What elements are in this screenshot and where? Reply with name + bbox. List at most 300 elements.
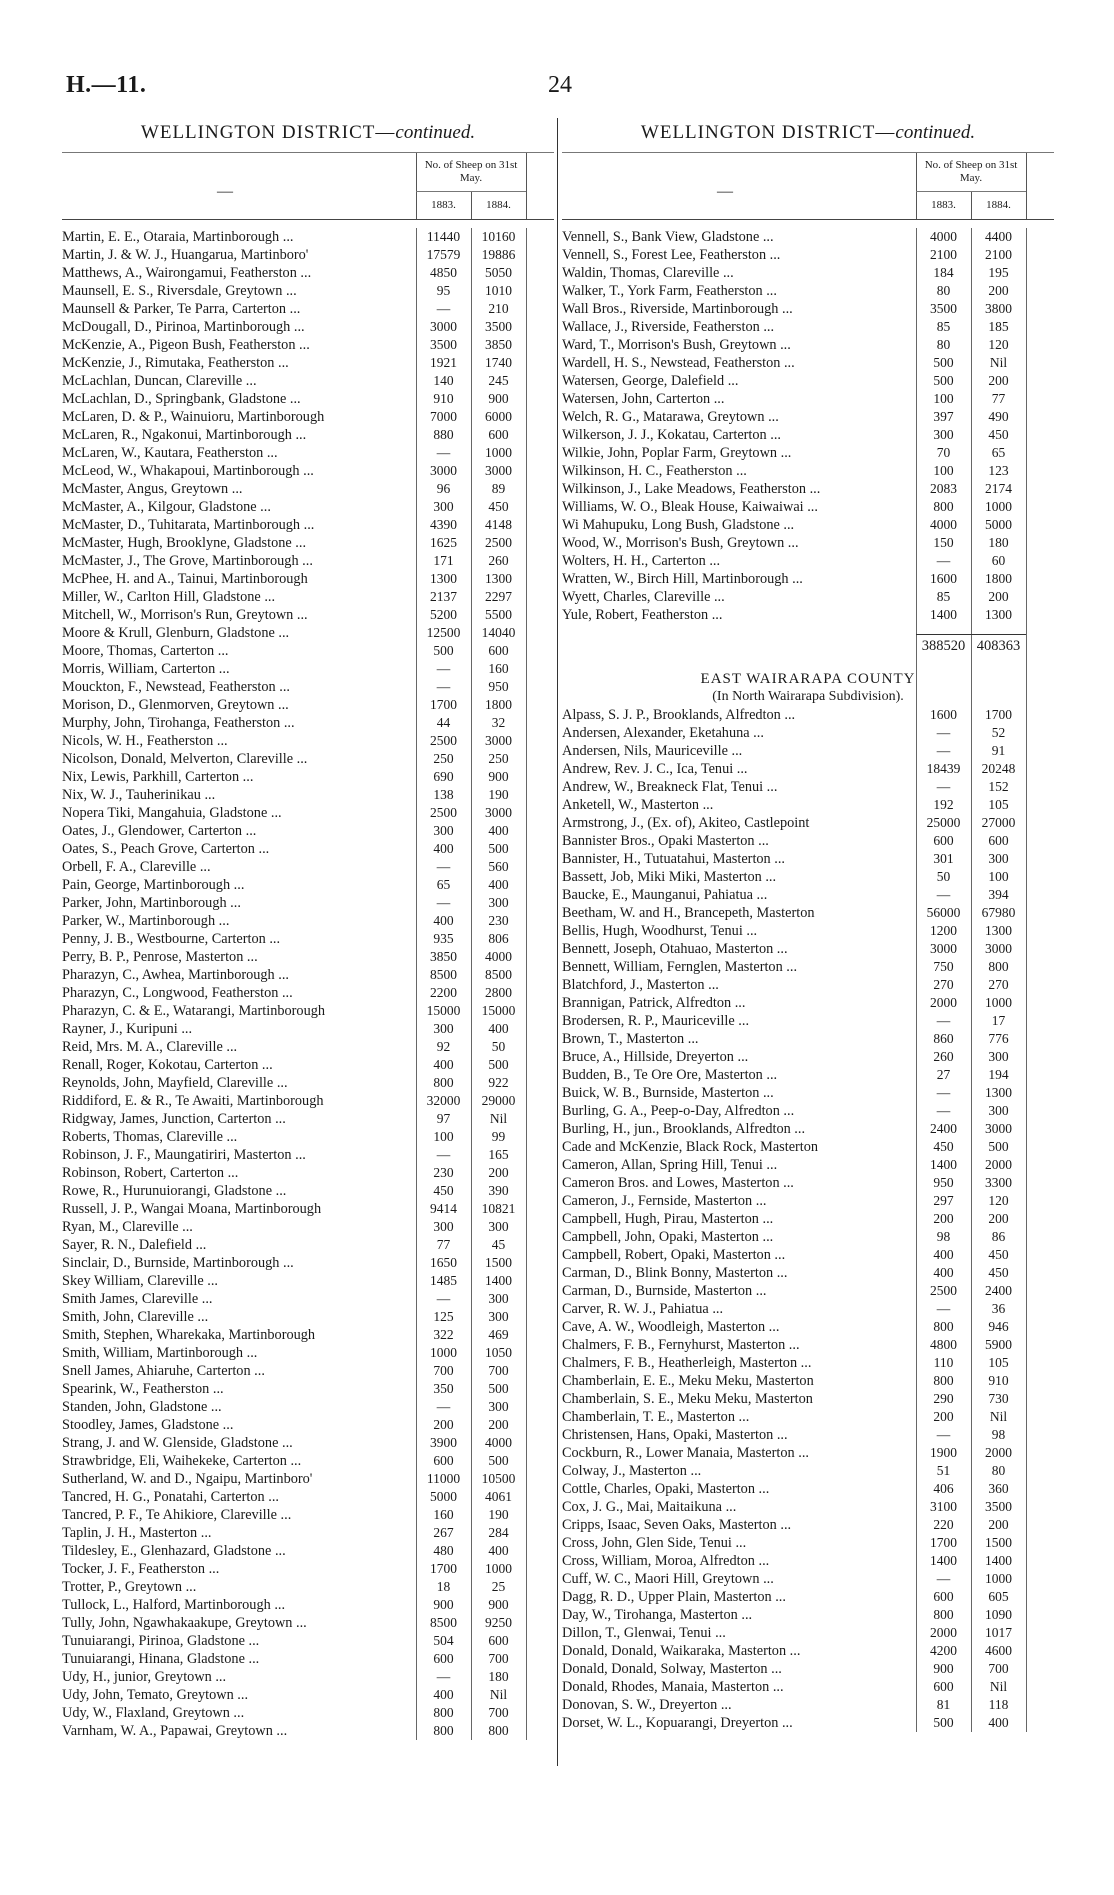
column-divider	[557, 118, 558, 1766]
sheep-1883: 500	[933, 373, 954, 388]
sheep-1883: 1400	[930, 607, 957, 622]
sheep-1883: 504	[433, 1633, 454, 1648]
owner-name: McPhee, H. and A., Tainui, Martinborough	[62, 571, 308, 587]
owner-name: Udy, H., junior, Greytown ...	[62, 1669, 227, 1685]
sheep-1883: 800	[933, 1373, 954, 1388]
table-row	[562, 444, 1054, 462]
sheep-1883: 500	[933, 355, 954, 370]
table-row	[562, 1480, 1054, 1498]
table-row	[62, 1452, 554, 1470]
owner-name: Vennell, S., Bank View, Gladstone ...	[562, 229, 774, 245]
sheep-1883: —	[436, 679, 451, 694]
owner-name: Martin, J. & W. J., Huangarua, Martinboro'	[62, 247, 309, 263]
table-row	[562, 1174, 1054, 1192]
sheep-1884: 230	[488, 913, 509, 928]
sheep-1884: 450	[488, 499, 509, 514]
sheep-1883: 935	[433, 931, 454, 946]
sheep-1884: 300	[988, 851, 1009, 866]
owner-name: Burling, G. A., Peep-o-Day, Alfredton ...	[562, 1103, 795, 1119]
table-row	[562, 1534, 1054, 1552]
sheep-1883: 100	[933, 391, 954, 406]
sheep-1884: 120	[988, 1193, 1009, 1208]
sheep-1883: 1200	[930, 923, 957, 938]
right-column-title	[562, 118, 1054, 148]
sheep-1883: 1300	[430, 571, 457, 586]
sheep-1883: 1921	[430, 355, 457, 370]
table-row	[62, 984, 554, 1002]
sheep-1884: 185	[988, 319, 1009, 334]
sheep-1884: 200	[988, 1211, 1009, 1226]
sheep-1883: 11000	[426, 1471, 461, 1486]
sheep-1884: 3000	[485, 463, 512, 478]
table-row	[62, 1020, 554, 1038]
sheep-1883: 4000	[930, 517, 957, 532]
owner-name: Anketell, W., Masterton ...	[562, 797, 714, 813]
left-column-title	[62, 118, 554, 148]
owner-name: Nicols, W. H., Featherston ...	[62, 733, 228, 749]
sheep-1883: 400	[433, 913, 454, 928]
sheep-1884: 300	[988, 1103, 1009, 1118]
owner-name: Udy, John, Temato, Greytown ...	[62, 1687, 249, 1703]
sheep-1883: 800	[433, 1705, 454, 1720]
table-row	[62, 336, 554, 354]
sheep-1883: 350	[433, 1381, 454, 1396]
east-wairarapa-rows	[562, 706, 1054, 1732]
owner-name: Parker, John, Martinborough ...	[62, 895, 241, 911]
table-row	[562, 1516, 1054, 1534]
sheep-1884: 200	[988, 373, 1009, 388]
sheep-1883: 600	[433, 1453, 454, 1468]
sheep-1884: 4600	[985, 1643, 1012, 1658]
owner-name: Maunsell & Parker, Te Parra, Carterton ...	[62, 301, 301, 317]
sheep-1883: 56000	[926, 905, 961, 920]
owner-name: Watersen, George, Dalefield ...	[562, 373, 739, 389]
owner-name: McDougall, D., Pirinoa, Martinborough ...	[62, 319, 305, 335]
sheep-1884: 105	[988, 1355, 1009, 1370]
sheep-1883: 2137	[430, 589, 457, 604]
table-row	[62, 1488, 554, 1506]
table-row	[62, 1650, 554, 1668]
table-row	[62, 624, 554, 642]
left-title-text: WELLINGTON DISTRICT—	[140, 122, 396, 143]
sheep-1884: 450	[988, 427, 1009, 442]
sheep-1884: 105	[988, 797, 1009, 812]
sheep-1884: 300	[988, 1049, 1009, 1064]
table-row	[62, 1074, 554, 1092]
sheep-1884: 1500	[985, 1535, 1012, 1550]
sheep-1883: 4000	[930, 229, 957, 244]
table-row	[562, 1624, 1054, 1642]
table-row	[562, 606, 1054, 624]
owner-name: McMaster, D., Tuhitarata, Martinborough ...	[62, 517, 315, 533]
sheep-1884: 180	[988, 535, 1009, 550]
sheep-1884: 700	[988, 1661, 1009, 1676]
table-row	[562, 1138, 1054, 1156]
sheep-1883: 200	[433, 1417, 454, 1432]
sheep-1883: 300	[433, 499, 454, 514]
table-row	[62, 516, 554, 534]
sheep-1883: 7000	[430, 409, 457, 424]
sheep-1884: 1000	[485, 445, 512, 460]
sheep-1884: 3000	[985, 941, 1012, 956]
owner-name: Cross, John, Glen Side, Tenui ...	[562, 1535, 747, 1551]
owner-name: Cox, J. G., Mai, Maitaikuna ...	[562, 1499, 737, 1515]
sheep-1884: 5900	[985, 1337, 1012, 1352]
owner-name: Nopera Tiki, Mangahuia, Gladstone ...	[62, 805, 282, 821]
sheep-1884: 400	[488, 1543, 509, 1558]
sheep-1884: 200	[988, 283, 1009, 298]
left-title-suffix: continued.	[395, 122, 476, 143]
table-row	[62, 1002, 554, 1020]
table-row	[62, 948, 554, 966]
owner-name: Williams, W. O., Bleak House, Kaiwaiwai ...	[562, 499, 818, 515]
sheep-1883: 3000	[430, 463, 457, 478]
owner-name: Andrew, Rev. J. C., Ica, Tenui ...	[562, 761, 748, 777]
sheep-1883: 2500	[430, 805, 457, 820]
owner-name: McLeod, W., Whakapoui, Martinborough ...	[62, 463, 314, 479]
table-row	[62, 876, 554, 894]
sheep-1884: 1500	[485, 1255, 512, 1270]
owner-name: Nicolson, Donald, Melverton, Clareville ...	[62, 751, 308, 767]
sheep-1884: 77	[991, 391, 1006, 406]
sheep-1884: 1300	[485, 571, 512, 586]
table-row	[62, 426, 554, 444]
table-row	[62, 534, 554, 552]
sheep-1883: 44	[436, 715, 451, 730]
left-sheep-label: No. of Sheep on 31st May.	[424, 159, 518, 184]
wellington-rows	[562, 228, 1054, 624]
table-row	[62, 282, 554, 300]
sheep-1883: —	[936, 1013, 951, 1028]
table-row	[562, 1084, 1054, 1102]
sheep-1883: 250	[433, 751, 454, 766]
owner-name: Russell, J. P., Wangai Moana, Martinborough	[62, 1201, 322, 1217]
sheep-1883: 200	[933, 1409, 954, 1424]
sheep-1884: 300	[488, 895, 509, 910]
owner-name: Donald, Donald, Solway, Masterton ...	[562, 1661, 782, 1677]
sheep-1884: 900	[488, 391, 509, 406]
sheep-1883: 800	[933, 1319, 954, 1334]
sheep-1884: 946	[988, 1319, 1009, 1334]
owner-name: Sutherland, W. and D., Ngaipu, Martinboro'	[62, 1471, 313, 1487]
sheep-1883: 300	[433, 823, 454, 838]
sheep-1884: 1700	[985, 707, 1012, 722]
owner-name: Mouckton, F., Newstead, Featherston ...	[62, 679, 290, 695]
owner-name: Chamberlain, T. E., Masterton ...	[562, 1409, 750, 1425]
sheep-1883: 3850	[430, 949, 457, 964]
sheep-1883: 18	[436, 1579, 451, 1594]
sheep-1884: 14040	[481, 625, 516, 640]
sheep-1883: 100	[933, 463, 954, 478]
owner-name: Campbell, John, Opaki, Masterton ...	[562, 1229, 774, 1245]
owner-name: Carman, D., Blink Bonny, Masterton ...	[562, 1265, 788, 1281]
sheep-1884: 2297	[485, 589, 512, 604]
table-row	[62, 1236, 554, 1254]
sheep-1884: 3800	[985, 301, 1012, 316]
sheep-1884: Nil	[989, 1679, 1008, 1694]
sheep-1883: 1400	[930, 1157, 957, 1172]
left-rows	[62, 228, 554, 1740]
sheep-1883: 1485	[430, 1273, 457, 1288]
sheep-1883: —	[936, 553, 951, 568]
sheep-1883: 15000	[426, 1003, 461, 1018]
table-row	[62, 1686, 554, 1704]
owner-name: Spearink, W., Featherston ...	[62, 1381, 224, 1397]
table-row	[62, 408, 554, 426]
sheep-1883: 600	[433, 1651, 454, 1666]
table-row	[62, 660, 554, 678]
sheep-1884: 52	[991, 725, 1006, 740]
sheep-1883: 1650	[430, 1255, 457, 1270]
sheep-1884: 400	[488, 877, 509, 892]
table-row	[62, 1668, 554, 1686]
sheep-1884: Nil	[989, 1409, 1008, 1424]
table-row	[62, 1596, 554, 1614]
table-row	[562, 570, 1054, 588]
owner-name: Smith, Stephen, Wharekaka, Martinborough	[62, 1327, 316, 1343]
sheep-1883: 260	[933, 1049, 954, 1064]
sheep-1883: 270	[933, 977, 954, 992]
sheep-1884: 160	[488, 661, 509, 676]
table-row	[62, 1290, 554, 1308]
owner-name: Reid, Mrs. M. A., Clareville ...	[62, 1039, 238, 1055]
table-row	[62, 1038, 554, 1056]
sheep-1883: 860	[933, 1031, 954, 1046]
sheep-1883: 98	[936, 1229, 951, 1244]
owner-name: Buick, W. B., Burnside, Masterton ...	[562, 1085, 774, 1101]
sheep-1884: 8500	[485, 967, 512, 982]
sheep-1883: 406	[933, 1481, 954, 1496]
sheep-1884: 2500	[485, 535, 512, 550]
sheep-1883: 3900	[430, 1435, 457, 1450]
right-column-header	[562, 152, 1054, 220]
owner-name: Wi Mahupuku, Long Bush, Gladstone ...	[562, 517, 795, 533]
sheep-1883: 1700	[930, 1535, 957, 1550]
sheep-1884: 67980	[981, 905, 1016, 920]
table-row	[62, 696, 554, 714]
table-row	[62, 1380, 554, 1398]
table-row	[62, 966, 554, 984]
owner-name: Carver, R. W. J., Pahiatua ...	[562, 1301, 724, 1317]
sheep-1884: 4000	[485, 949, 512, 964]
owner-name: Strang, J. and W. Glenside, Gladstone ...	[62, 1435, 293, 1451]
sheep-1883: 4390	[430, 517, 457, 532]
owner-name: McMaster, Angus, Greytown ...	[62, 481, 243, 497]
sheep-1883: 25000	[926, 815, 961, 830]
sheep-1883: 8500	[430, 1615, 457, 1630]
sheep-1884: 500	[488, 841, 509, 856]
table-row	[62, 300, 554, 318]
sheep-1883: 18439	[926, 761, 961, 776]
sheep-1883: —	[436, 1669, 451, 1684]
sheep-1884: 45	[491, 1237, 506, 1252]
table-row	[562, 940, 1054, 958]
table-row	[562, 534, 1054, 552]
right-year-1884: 1884.	[986, 199, 1011, 211]
table-row	[62, 588, 554, 606]
sheep-1884: 1010	[485, 283, 512, 298]
sheep-1883: 51	[936, 1463, 951, 1478]
sheep-1884: 400	[488, 1021, 509, 1036]
sheep-1883: 2000	[930, 995, 957, 1010]
owner-name: Wolters, H. H., Carterton ...	[562, 553, 721, 569]
table-row	[562, 1570, 1054, 1588]
owner-name: Perry, B. P., Penrose, Masterton ...	[62, 949, 258, 965]
owner-name: McMaster, A., Kilgour, Gladstone ...	[62, 499, 271, 515]
sheep-1883: —	[936, 743, 951, 758]
sheep-1883: 1400	[930, 1553, 957, 1568]
owner-name: Tancred, P. F., Te Ahikiore, Clareville ...	[62, 1507, 292, 1523]
sheep-1884: 165	[488, 1147, 509, 1162]
sheep-1883: 11440	[426, 229, 461, 244]
table-row	[562, 552, 1054, 570]
sheep-1883: 110	[933, 1355, 954, 1370]
page-number: 24	[548, 72, 572, 98]
sheep-1884: 300	[488, 1219, 509, 1234]
right-column	[562, 118, 1054, 1732]
right-rows	[562, 228, 1054, 1732]
table-row	[562, 1390, 1054, 1408]
table-row	[62, 750, 554, 768]
table-row	[62, 570, 554, 588]
sheep-1884: 200	[988, 589, 1009, 604]
section-subtitle: (In North Wairarapa Subdivision).	[712, 689, 904, 704]
owner-name: Varnham, W. A., Papawai, Greytown ...	[62, 1723, 288, 1739]
owner-name: Skey William, Clareville ...	[62, 1273, 219, 1289]
sheep-1884: 390	[488, 1183, 509, 1198]
table-row	[562, 1156, 1054, 1174]
sheep-1883: —	[936, 725, 951, 740]
owner-name: Parker, W., Martinborough ...	[62, 913, 230, 929]
sheep-1884: 300	[488, 1399, 509, 1414]
table-row	[62, 1722, 554, 1740]
owner-name: Baucke, E., Maunganui, Pahiatua ...	[562, 887, 768, 903]
sheep-1883: 50	[936, 869, 951, 884]
table-row	[62, 1524, 554, 1542]
owner-name: Roberts, Thomas, Clareville ...	[62, 1129, 238, 1145]
table-row	[62, 444, 554, 462]
sheep-1884: 600	[488, 1633, 509, 1648]
sheep-1883: 480	[433, 1543, 454, 1558]
owner-name: Taplin, J. H., Masterton ...	[62, 1525, 212, 1541]
owner-name: Wratten, W., Birch Hill, Martinborough ...	[562, 571, 803, 587]
owner-name: Cameron, J., Fernside, Masterton ...	[562, 1193, 767, 1209]
sheep-1883: —	[436, 1399, 451, 1414]
owner-name: Yule, Robert, Featherston ...	[562, 607, 723, 623]
table-row	[62, 858, 554, 876]
sheep-1884: 1000	[985, 499, 1012, 514]
owner-name: Wallace, J., Riverside, Featherston ...	[562, 319, 775, 335]
sheep-1883: 3000	[930, 941, 957, 956]
owner-name: Rayner, J., Kuripuni ...	[62, 1021, 193, 1037]
sheep-1884: 2174	[985, 481, 1012, 496]
owner-name: Carman, D., Burnside, Masterton ...	[562, 1283, 767, 1299]
table-row	[562, 1318, 1054, 1336]
table-row	[562, 1120, 1054, 1138]
owner-name: Smith James, Clareville ...	[62, 1291, 213, 1307]
owner-name: Ward, T., Morrison's Bush, Greytown ...	[562, 337, 791, 353]
table-row	[562, 1264, 1054, 1282]
sheep-1883: 3500	[430, 337, 457, 352]
owner-name: McLaren, R., Ngakonui, Martinborough ...	[62, 427, 307, 443]
sheep-1884: 300	[488, 1309, 509, 1324]
sheep-1884: 500	[488, 1453, 509, 1468]
sheep-1884: 3000	[485, 733, 512, 748]
table-row	[562, 814, 1054, 832]
sheep-1883: 96	[436, 481, 451, 496]
sheep-1883: 400	[433, 1057, 454, 1072]
sheep-1884: 922	[488, 1075, 509, 1090]
owner-name: Cameron Bros. and Lowes, Masterton ...	[562, 1175, 794, 1191]
sheep-1884: 6000	[485, 409, 512, 424]
owner-name: Tildesley, E., Glenhazard, Gladstone ...	[62, 1543, 286, 1559]
sheep-1883: 150	[933, 535, 954, 550]
owner-name: Pain, George, Martinborough ...	[62, 877, 245, 893]
sheep-1883: 2500	[430, 733, 457, 748]
sheep-1883: 700	[433, 1363, 454, 1378]
table-row	[62, 1614, 554, 1632]
table-row	[62, 786, 554, 804]
table-row	[62, 804, 554, 822]
table-row	[562, 372, 1054, 390]
sheep-1884: 2400	[985, 1283, 1012, 1298]
owner-name: Beetham, W. and H., Brancepeth, Masterton	[562, 905, 815, 921]
owner-name: Alpass, S. J. P., Brooklands, Alfredton ...	[562, 707, 796, 723]
table-row	[562, 390, 1054, 408]
owner-name: Donald, Rhodes, Manaia, Masterton ...	[562, 1679, 784, 1695]
sheep-1884: 806	[488, 931, 509, 946]
owner-name: McLaren, D. & P., Wainuioru, Martinborough	[62, 409, 325, 425]
owner-name: Oates, J., Glendower, Carterton ...	[62, 823, 257, 839]
owner-name: Bassett, Job, Miki Miki, Masterton ...	[562, 869, 777, 885]
total-rule	[916, 634, 1026, 635]
owner-name: Cottle, Charles, Opaki, Masterton ...	[562, 1481, 770, 1497]
table-row	[62, 1146, 554, 1164]
sheep-1884: 900	[488, 769, 509, 784]
owner-name: Strawbridge, Eli, Waihekeke, Carterton ...	[62, 1453, 302, 1469]
owner-name: Wilkinson, H. C., Featherston ...	[562, 463, 747, 479]
sheep-1883: 8500	[430, 967, 457, 982]
sheep-1883: 2200	[430, 985, 457, 1000]
table-row	[62, 1218, 554, 1236]
sheep-1883: 4850	[430, 265, 457, 280]
owner-name: Bannister, H., Tutuatahui, Masterton ...	[562, 851, 786, 867]
sheep-1884: 180	[488, 1669, 509, 1684]
sheep-1884: 200	[488, 1417, 509, 1432]
sheep-1884: 490	[988, 409, 1009, 424]
sheep-1884: 65	[991, 445, 1006, 460]
owner-name: Bruce, A., Hillside, Dreyerton ...	[562, 1049, 749, 1065]
owner-name: Dorset, W. L., Kopuarangi, Dreyerton ...	[562, 1715, 793, 1731]
table-row	[62, 1704, 554, 1722]
owner-name: McLachlan, Duncan, Clareville ...	[62, 373, 257, 389]
table-row	[562, 742, 1054, 760]
sheep-1884: 120	[988, 337, 1009, 352]
table-row	[62, 1182, 554, 1200]
sheep-1883: 100	[433, 1129, 454, 1144]
sheep-1883: —	[436, 895, 451, 910]
owner-name: Vennell, S., Forest Lee, Featherston ...	[562, 247, 781, 263]
sheep-1883: 1700	[430, 1561, 457, 1576]
sheep-1884: 2800	[485, 985, 512, 1000]
table-row	[562, 408, 1054, 426]
owner-name: Wilkinson, J., Lake Meadows, Featherston ...	[562, 481, 821, 497]
owner-name: McKenzie, A., Pigeon Bush, Featherston ...	[62, 337, 310, 353]
sheep-1883: 81	[936, 1697, 951, 1712]
table-row	[562, 1336, 1054, 1354]
table-row	[62, 1632, 554, 1650]
sheep-1884: 98	[991, 1427, 1006, 1442]
